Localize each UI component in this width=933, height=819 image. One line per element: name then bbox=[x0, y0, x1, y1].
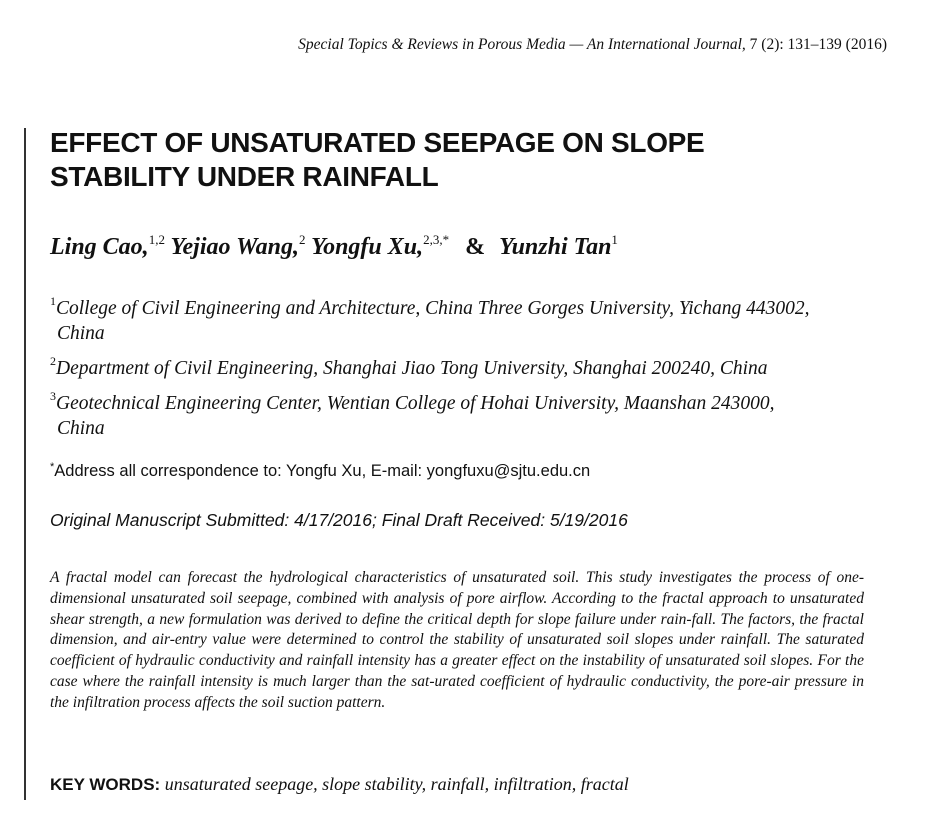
title-line-2: STABILITY UNDER RAINFALL bbox=[50, 161, 439, 192]
journal-issue-pages: (2): 131–139 bbox=[761, 36, 842, 53]
manuscript-dates: Original Manuscript Submitted: 4/17/2016; Final Draft Received: 5/19/2016 bbox=[50, 510, 628, 530]
author-affil-marker: 1,2 bbox=[148, 232, 165, 247]
journal-year: (2016) bbox=[845, 36, 887, 53]
correspondence-text: Address all correspondence to: Yongfu Xu, E-mail: yongfuxu@sjtu.edu.cn bbox=[54, 462, 591, 480]
affiliation-number: 1 bbox=[50, 294, 56, 308]
affiliation-number: 2 bbox=[50, 354, 56, 368]
affiliation-text-cont: China bbox=[57, 418, 105, 439]
correspondence bbox=[50, 462, 590, 481]
paper-title bbox=[50, 126, 850, 194]
journal-volume: 7 bbox=[749, 36, 758, 53]
author-list bbox=[50, 234, 618, 261]
author-name: Ling Cao, bbox=[50, 234, 149, 260]
author-separator: & bbox=[465, 234, 486, 260]
affiliation-1 bbox=[50, 296, 890, 346]
affiliation-text: College of Civil Engineering and Architecture, China Three Gorges University, Yichang 443002, bbox=[56, 298, 810, 319]
affiliation-text: Geotechnical Engineering Center, Wentian College of Hohai University, Maanshan 243000, bbox=[56, 393, 775, 414]
affiliation-text: Department of Civil Engineering, Shanghai Jiao Tong University, Shanghai 200240, China bbox=[56, 358, 768, 379]
affiliation-text-cont: China bbox=[57, 323, 105, 344]
title-line-1: EFFECT OF UNSATURATED SEEPAGE ON SLOPE bbox=[50, 127, 705, 158]
author-name: Yejiao Wang, bbox=[170, 234, 299, 260]
keywords-list: unsaturated seepage, slope stability, rainfall, infiltration, fractal bbox=[164, 774, 629, 794]
author-name: Yunzhi Tan bbox=[499, 234, 612, 260]
left-margin-rule bbox=[24, 128, 26, 800]
author-affil-marker: 2 bbox=[298, 232, 306, 247]
affiliation-3 bbox=[50, 391, 890, 441]
abstract: A fractal model can forecast the hydrological characteristics of unsaturated soil. This study investigates the process of one-dimensional unsaturated soil seepage, combined with analysis of pore airflow. According to the fractal approach to unsaturated shear strength, a new formulation was derived to define the critical depth for slope failure under rain-fall. The factors, the fractal dimension, and air-entry value were determined to control the stability of unsaturated soil slopes under rainfall. The saturated coefficient of hydraulic conductivity and rainfall intensity has a greater effect on the instability of unsaturated soil slopes. For the case where the rainfall intensity is much larger than the sat-urated coefficient of hydraulic conductivity, the pore-air pressure in the infiltration process affects the soil suction pattern. bbox=[50, 569, 864, 711]
affiliation-number: 3 bbox=[50, 389, 56, 403]
author-affil-marker: 1 bbox=[611, 232, 618, 247]
correspondence-marker: * bbox=[50, 461, 55, 473]
author-affil-marker: 2,3,* bbox=[423, 232, 450, 247]
affiliation-2 bbox=[50, 356, 890, 381]
keywords bbox=[50, 774, 629, 795]
author-name: Yongfu Xu, bbox=[311, 234, 424, 260]
keywords-label: KEY WORDS: bbox=[50, 775, 161, 794]
journal-header bbox=[298, 36, 887, 54]
journal-name: Special Topics & Reviews in Porous Media — An International Journal, bbox=[298, 36, 746, 53]
